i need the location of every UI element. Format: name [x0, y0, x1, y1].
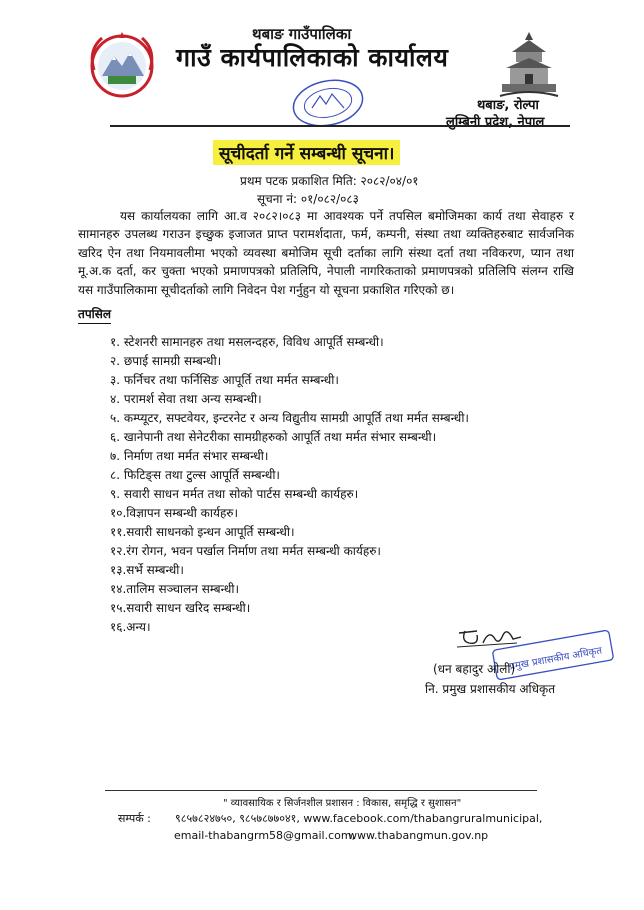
contact-website: www.thabangmun.gov.np: [348, 829, 489, 842]
svg-text:प्रमुख प्रशासकीय अधिकृत: प्रमुख प्रशासकीय अधिकृत: [508, 645, 603, 673]
list-item: ११.सवारी साधनको इन्धन आपूर्ति सम्बन्धी।: [110, 525, 295, 539]
list-item: १५.सवारी साधन खरिद सम्बन्धी।: [110, 601, 251, 615]
list-item: ७. निर्माण तथा मर्मत संभार सम्बन्धी।: [110, 449, 269, 463]
temple-logo: [498, 30, 560, 102]
office-name: गाउँ कार्यपालिकाको कार्यालय: [176, 43, 449, 72]
footer-slogan: " व्यावसायिक र सिर्जनशील प्रशासन : विकास, समृद्धि र सुशासन": [223, 798, 462, 809]
office-stamp: [290, 78, 366, 128]
notice-body: यस कार्यालयका लागि आ.व २०८२।०८३ मा आवश्यक पर्ने तपसिल बमोजिमका कार्य तथा सेवाहरु र सामानहरु उपलब्ध गराउन इच्छुक इजाजत प्राप्त परामर्शदाता, फर्म, कम्पनी, संस्था तथा व्यक्तिहरुबाट सार्वजनिक खरिद ऐन तथा नियमावलीमा भएको व्यवस्था बमोजिम सूची दर्ताका लागि संस्था दर्ता तथा नविकरण, प्यान तथा मू.अ.क दर्ता, कर चुक्ता भएको प्रमाणपत्रको प्रतिलिपि, नेपाली नागरिकताको प्रमाणपत्रको प्रतिलिपि संलग्न राखि यस गाउँपालिकामा सूचीदर्ताको लागि निवेदन पेश गर्नुहुन यो सूचना प्रकाशित गरिएको छ।: [78, 209, 574, 297]
list-item: ३. फर्निचर तथा फर्निसिङ आपूर्ति तथा मर्मत सम्बन्धी।: [110, 373, 339, 387]
notice-number: सूचना नं: ०१/०८२/०८३: [257, 192, 359, 206]
list-item: १४.तालिम सञ्चालन सम्बन्धी।: [110, 582, 239, 596]
contact-email: email-thabangrm58@gmail.com,: [174, 829, 356, 842]
signatory-title: नि. प्रमुख प्रशासकीय अधिकृत: [425, 682, 556, 696]
list-item: १३.सर्भे सम्बन्धी।: [110, 563, 184, 577]
list-item: २. छपाई सामग्री सम्बन्धी।: [110, 354, 222, 368]
list-item: १०.विज्ञापन सम्बन्धी कार्यहरु।: [110, 506, 239, 520]
schedule-heading: तपसिल: [78, 305, 111, 324]
nepal-emblem-logo: [88, 30, 156, 100]
contact-label: सम्पर्क :: [118, 812, 151, 825]
list-item: १२.रंग रोगन, भवन पर्खाल निर्माण तथा मर्मत सम्बन्धी कार्यहरु।: [110, 544, 381, 558]
list-item: १६.अन्य।: [110, 620, 151, 634]
signatory-name: (धन बहादुर ओली): [433, 662, 516, 676]
contact-phones-facebook: ९८५७८२४७५०, ९८५७८७७०४१, www.facebook.com/thabangruralmunicipal,: [175, 812, 543, 825]
list-item: ८. फिटिङ्स तथा टुल्स आपूर्ति सम्बन्धी।: [110, 468, 280, 482]
list-item: १. स्टेशनरी सामानहरु तथा मसलन्दहरु, विविध आपूर्ति सम्बन्धी।: [110, 335, 384, 349]
list-item: ५. कम्प्यूटर, सफ्टवेयर, इन्टरनेट र अन्य विद्युतीय सामग्री आपूर्ति तथा मर्मत सम्बन्धी।: [110, 411, 469, 425]
footer-divider: [105, 790, 537, 791]
published-date: प्रथम पटक प्रकाशित मिति: २०८२/०४/०१: [240, 174, 419, 188]
list-item: ४. परामर्श सेवा तथा अन्य सम्बन्धी।: [110, 392, 262, 406]
location-province: लुम्बिनी प्रदेश, नेपाल: [446, 115, 545, 130]
notice-title: सूचीदर्ता गर्ने सम्बन्धी सूचना।: [213, 140, 400, 165]
municipality-name: थबाङ गाउँपालिका: [252, 25, 352, 43]
list-item: ९. सवारी साधन मर्मत तथा सोको पार्टस सम्बन्धी कार्यहरु।: [110, 487, 359, 501]
header-divider: [110, 125, 570, 127]
list-item: ६. खानेपानी तथा सेनेटरीका सामग्रीहरुको आपूर्ति तथा मर्मत संभार सम्बन्धी।: [110, 430, 437, 444]
location-district: थबाङ, रोल्पा: [477, 98, 539, 113]
